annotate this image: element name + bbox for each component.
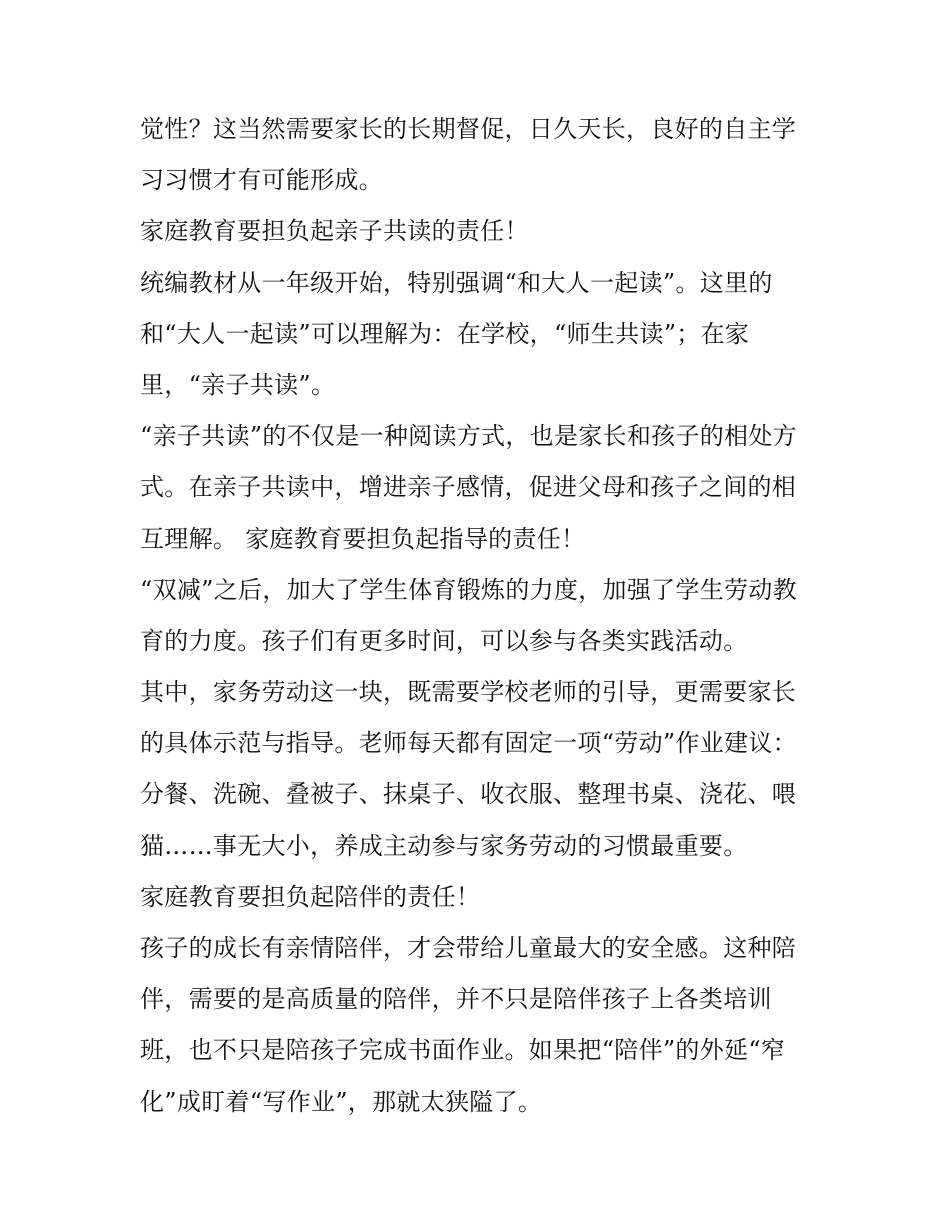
text-line: 互理解。 家庭教育要担负起指导的责任！ bbox=[140, 524, 586, 553]
text-line: 班，也不只是陪孩子完成书面作业。如果把“陪伴”的外延“窄 bbox=[140, 1036, 786, 1065]
text-line: 习习惯才有可能形成。 bbox=[140, 166, 383, 195]
text-line: 孩子的成长有亲情陪伴，才会带给儿童最大的安全感。这种陪 bbox=[140, 934, 797, 962]
text-line: 伴，需要的是高质量的陪伴，并不只是陪伴孩子上各类培训 bbox=[140, 985, 772, 1014]
text-line: 统编教材从一年级开始，特别强调“和大人一起读”。这里的 bbox=[140, 268, 773, 297]
text-line: 化”成盯着“写作业”，那就太狭隘了。 bbox=[140, 1087, 543, 1116]
document-body bbox=[140, 104, 820, 1128]
text-line: “双减”之后，加大了学生体育锻炼的力度，加强了学生劳动教 bbox=[140, 575, 797, 604]
text-line: “亲子共读”的不仅是一种阅读方式，也是家长和孩子的相处方 bbox=[140, 422, 797, 451]
text-line: 式。在亲子共读中，增进亲子感情，促进父母和孩子之间的相 bbox=[140, 473, 797, 502]
text-line: 觉性？这当然需要家长的长期督促，日久天长，良好的自主学 bbox=[140, 115, 797, 143]
section-heading: 家庭教育要担负起亲子共读的责任！ bbox=[140, 217, 529, 246]
text-line: 猫……事无大小，养成主动参与家务劳动的习惯最重要。 bbox=[140, 831, 748, 860]
text-line: 育的力度。孩子们有更多时间，可以参与各类实践活动。 bbox=[140, 626, 748, 655]
text-line: 其中，家务劳动这一块，既需要学校老师的引导，更需要家长 bbox=[140, 678, 797, 707]
text-line: 里，“亲子共读”。 bbox=[140, 370, 336, 399]
text-line: 分餐、洗碗、叠被子、抹桌子、收衣服、整理书桌、浇花、喂 bbox=[140, 780, 797, 809]
text-line: 和“大人一起读”可以理解为：在学校，“师生共读”；在家 bbox=[140, 319, 750, 348]
section-heading: 家庭教育要担负起陪伴的责任！ bbox=[140, 882, 481, 911]
text-line: 的具体示范与指导。老师每天都有固定一项“劳动”作业建议： bbox=[140, 729, 797, 758]
